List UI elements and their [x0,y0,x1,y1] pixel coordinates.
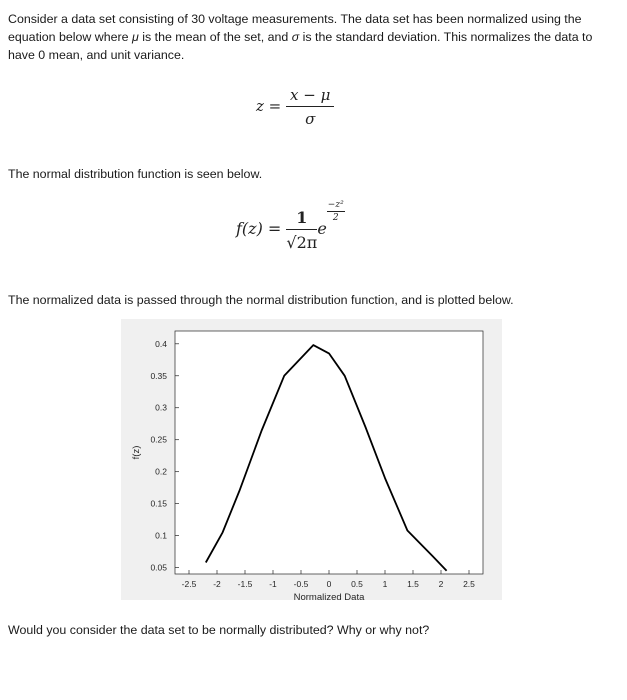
intro-text-3: is the standard deviation. This normalizes the data to have 0 mean, and unit variance. [8,30,593,62]
eq2-exp-base: e [317,219,327,238]
plotted-text: The normalized data is passed through the normal distribution function, and is plotted below. [8,293,514,307]
question-text: Would you consider the data set to be normally distributed? Why or why not? [8,623,430,637]
eq2-exponent-num: −z² [327,200,344,210]
eq2-denominator: √2π [286,232,318,252]
y-tick-label-5: 0.3 [155,402,167,413]
x-tick-label-9: 2 [438,579,444,589]
normal-distribution-equation [236,200,345,252]
eq1-numerator: x − μ [286,86,334,107]
intro-text-1: Consider a data set consisting of 30 voltage measurements. The data set has been normalized using the equation below where [8,12,582,44]
intro-paragraph [8,10,614,64]
x-tick-label-2: -1.5 [237,579,253,589]
eq2-exponent [327,200,345,223]
normal-distribution-text: The normal distribution function is seen below. [8,167,263,181]
x-tick-label-1: -2 [213,579,221,589]
normal-distribution-chart [121,319,502,600]
x-tick-label-10: 2.5 [463,579,475,589]
mu-symbol: μ [132,30,139,44]
y-tick-label-7: 0.4 [155,338,167,349]
x-tick-label-7: 1 [382,579,388,589]
y-tick-label-2: 0.15 [150,498,167,509]
y-tick-label-3: 0.2 [155,466,167,477]
eq2-lhs: f(z) = [236,219,282,238]
eq2-exponent-den: 2 [332,213,339,223]
eq1-denominator: σ [305,110,316,128]
y-tick-label-0: 0.05 [150,562,167,573]
eq1-lhs: z = [256,97,282,115]
x-tick-label-4: -0.5 [293,579,309,589]
eq2-fraction [286,208,317,252]
normalization-equation [256,86,334,128]
y-axis-label: f(z) [131,445,142,460]
intro-text-2: is the mean of the set, and [138,30,292,44]
y-tick-label-4: 0.25 [150,434,167,445]
plot-area [175,331,483,574]
eq2-numerator: 1 [286,208,317,230]
x-tick-label-5: 0 [326,579,332,589]
x-tick-label-3: -1 [269,579,277,589]
x-tick-label-8: 1.5 [407,579,419,589]
y-tick-label-6: 0.35 [150,370,167,381]
eq1-fraction [286,86,334,128]
x-tick-label-0: -2.5 [181,579,197,589]
x-axis-label: Normalized Data [293,592,365,600]
x-tick-label-6: 0.5 [351,579,363,589]
sigma-symbol: σ [291,30,300,44]
y-tick-label-1: 0.1 [155,530,167,541]
